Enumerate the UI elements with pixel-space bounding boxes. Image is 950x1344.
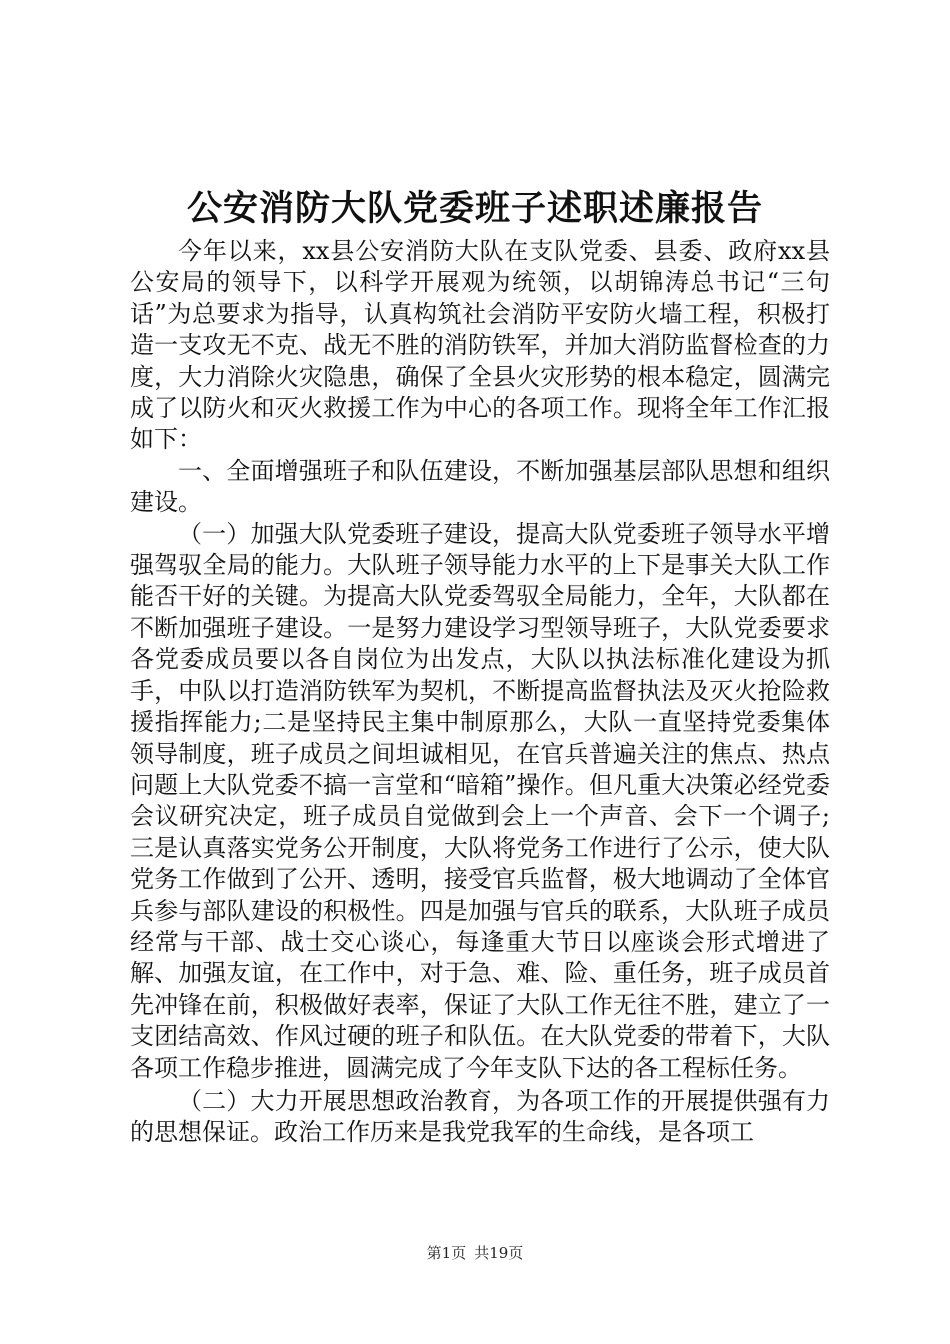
page-number: 第1页 — [426, 1244, 467, 1262]
document-title: 公安消防大队党委班子述职述廉报告 — [186, 188, 763, 229]
paragraph-subsection-1: （一）加强大队党委班子建设，提高大队党委班子领导水平增强驾驭全局的能力。大队班子领导能力水平的上下是事关大队工作能否干好的关键。为提高大队党委驾驭全局能力，全年，大队都在不断加强班子建设。一是努力建设学习型领导班子，大队党委要求各党委成员要以各自岗位为出发点，大队以执法标准化建设为抓手，中队以打造消防铁军为契机，不断提高监督执法及灭火抢险救援指挥能力;二是坚持民主集中制原那么，大队一直坚持党委集体领导制度，班子成员之间坦诚相见，在官兵普遍关注的焦点、热点问题上大队党委不搞一言堂和“暗箱”操作。但凡重大决策必经党委会议研究决定，班子成员自觉做到会上一个声音、会下一个调子;三是认真落实党务公开制度，大队将党务工作进行了公示，使大队党务工作做到了公开、透明，接受官兵监督，极大地调动了全体官兵参与部队建设的积极性。四是加强与官兵的联系，大队班子成员经常与干部、战士交心谈心，每逢重大节日以座谈会形式增进了解、加强友谊，在工作中，对于急、难、险、重任务，班子成员首先冲锋在前，积极做好表率，保证了大队工作无往不胜，建立了一支团结高效、作风过硬的班子和队伍。在大队党委的带着下，大队各项工作稳步推进，圆满完成了今年支队下达的各工程标任务。 — [130, 519, 830, 1082]
document-body — [130, 236, 830, 1149]
paragraph-intro: 今年以来，xx县公安消防大队在支队党委、县委、政府xx县公安局的领导下，以科学开展观为统领，以胡锦涛总书记“三句话”为总要求为指导，认真构筑社会消防平安防火墙工程，积极打造一支攻无不克、战无不胜的消防铁军，并加大消防监督检查的力度，大力消除火灾隐患，确保了全县火灾形势的根本稳定，圆满完成了以防火和灭火救援工作为中心的各项工作。现将全年工作汇报如下： — [130, 237, 830, 454]
page-footer — [0, 1241, 950, 1265]
section-heading-1: 一、全面增强班子和队伍建设，不断加强基层部队思想和组织建设。 — [130, 456, 830, 517]
paragraph-subsection-2: （二）大力开展思想政治教育，为各项工作的开展提供强有力的思想保证。政治工作历来是我党我军的生命线，是各项工 — [130, 1086, 830, 1147]
page-total: 共19页 — [474, 1244, 524, 1262]
